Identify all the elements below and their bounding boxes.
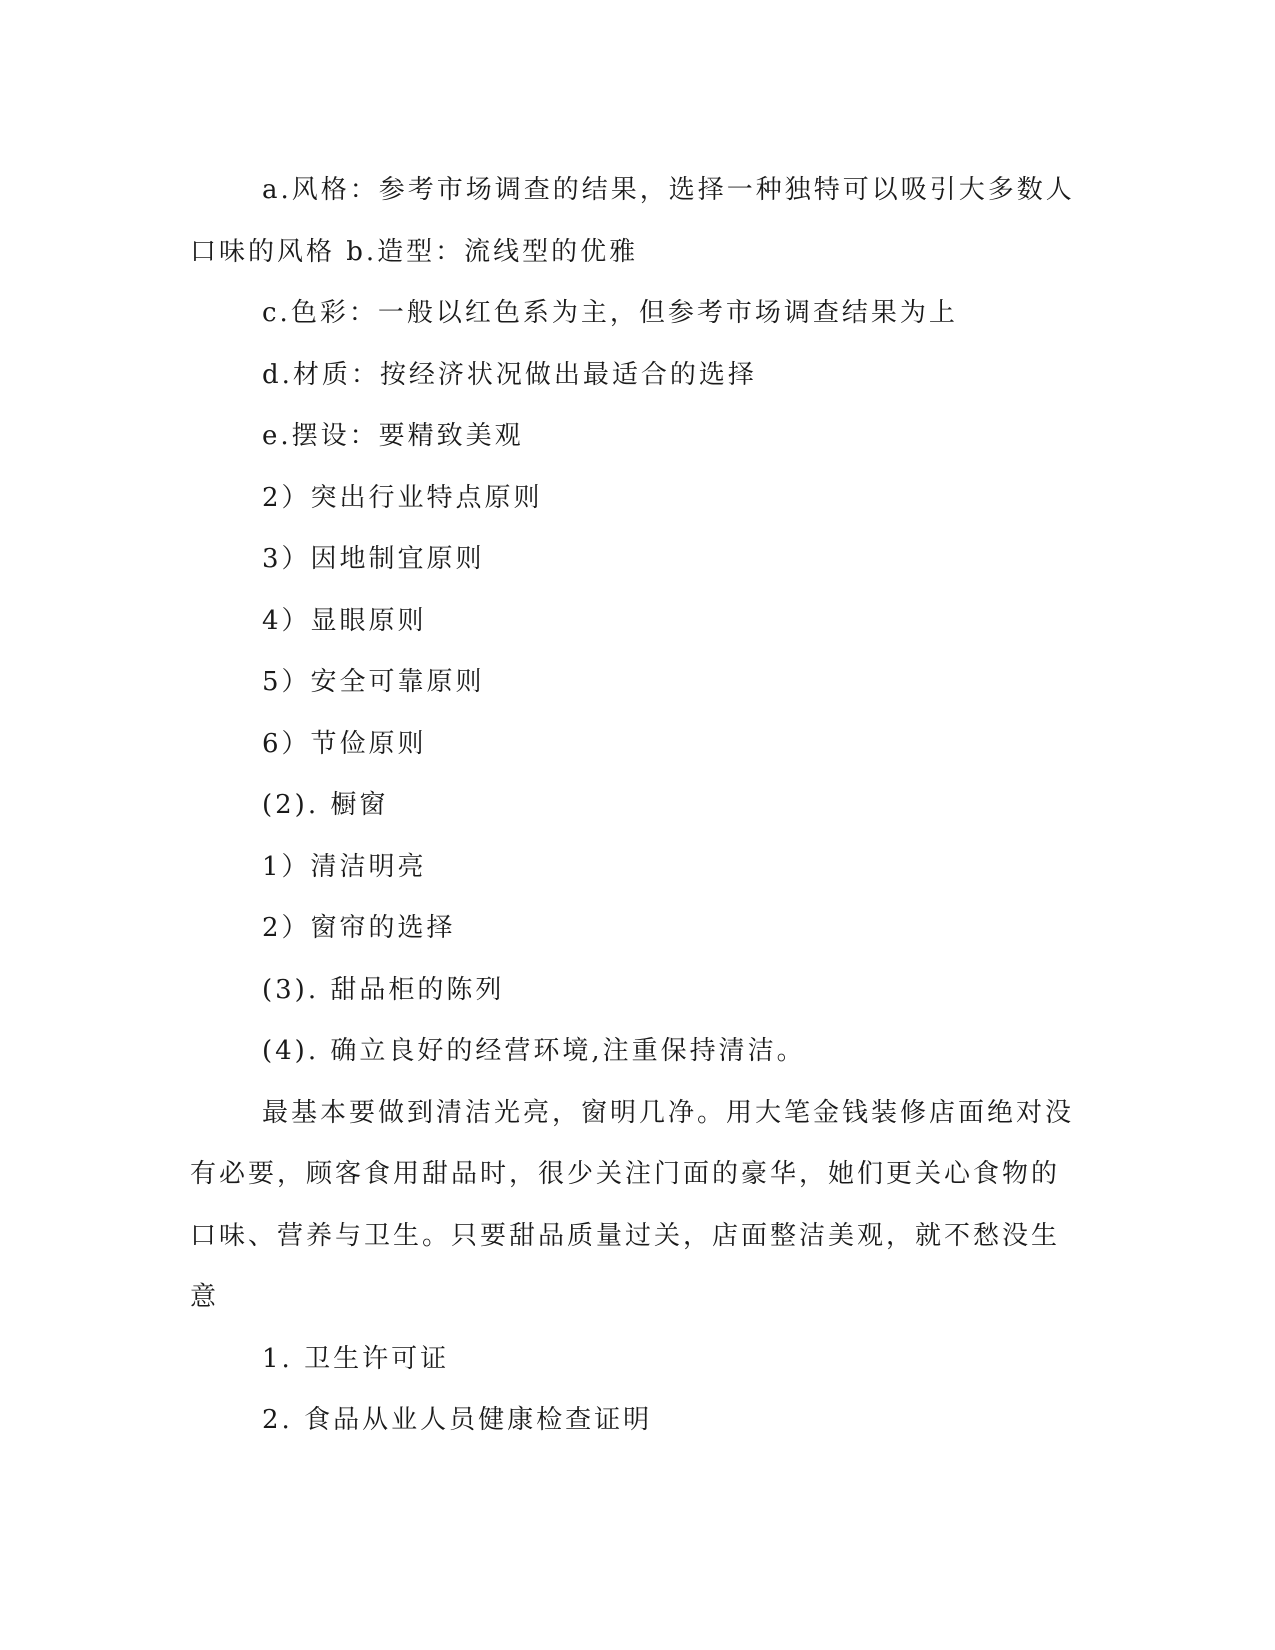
style-item-continuation-line: 口味的风格 b.造型：流线型的优雅: [190, 236, 639, 267]
paragraph-line: 意: [190, 1282, 220, 1312]
principle-item-5: 5）安全可靠原则: [262, 667, 485, 697]
principle-item-4: 4）显眼原则: [262, 605, 427, 636]
section-heading-display: (3). 甜品柜的陈列: [262, 974, 505, 1005]
paragraph-line: 有必要，顾客食用甜品时，很少关注门面的豪华，她们更关心食物的: [190, 1159, 1061, 1189]
document-body: [190, 160, 1080, 1452]
window-item-1: 1）清洁明亮: [262, 851, 427, 882]
principle-item-2: 2）突出行业特点原则: [262, 482, 543, 513]
style-item-line: a.风格：参考市场调查的结果，选择一种独特可以吸引大多数人: [262, 175, 1075, 205]
paragraph-line: 最基本要做到清洁光亮，窗明几净。用大笔金钱装修店面绝对没: [262, 1097, 1075, 1128]
section-heading-window: (2). 橱窗: [262, 790, 389, 820]
principle-item-3: 3）因地制宜原则: [262, 544, 485, 574]
color-item-line: c.色彩：一般以红色系为主，但参考市场调查结果为上: [262, 298, 958, 328]
principle-item-6: 6）节俭原则: [262, 728, 427, 759]
license-item-1: 1. 卫生许可证: [262, 1343, 450, 1374]
arrangement-item-line: e.摆设：要精致美观: [262, 421, 524, 451]
section-heading-environment: (4). 确立良好的经营环境,注重保持清洁。: [262, 1036, 806, 1066]
material-item-line: d.材质：按经济状况做出最适合的选择: [262, 359, 757, 390]
window-item-2: 2）窗帘的选择: [262, 913, 456, 943]
license-item-2: 2. 食品从业人员健康检查证明: [262, 1405, 653, 1435]
paragraph-line: 口味、营养与卫生。只要甜品质量过关，店面整洁美观，就不愁没生: [190, 1220, 1061, 1251]
